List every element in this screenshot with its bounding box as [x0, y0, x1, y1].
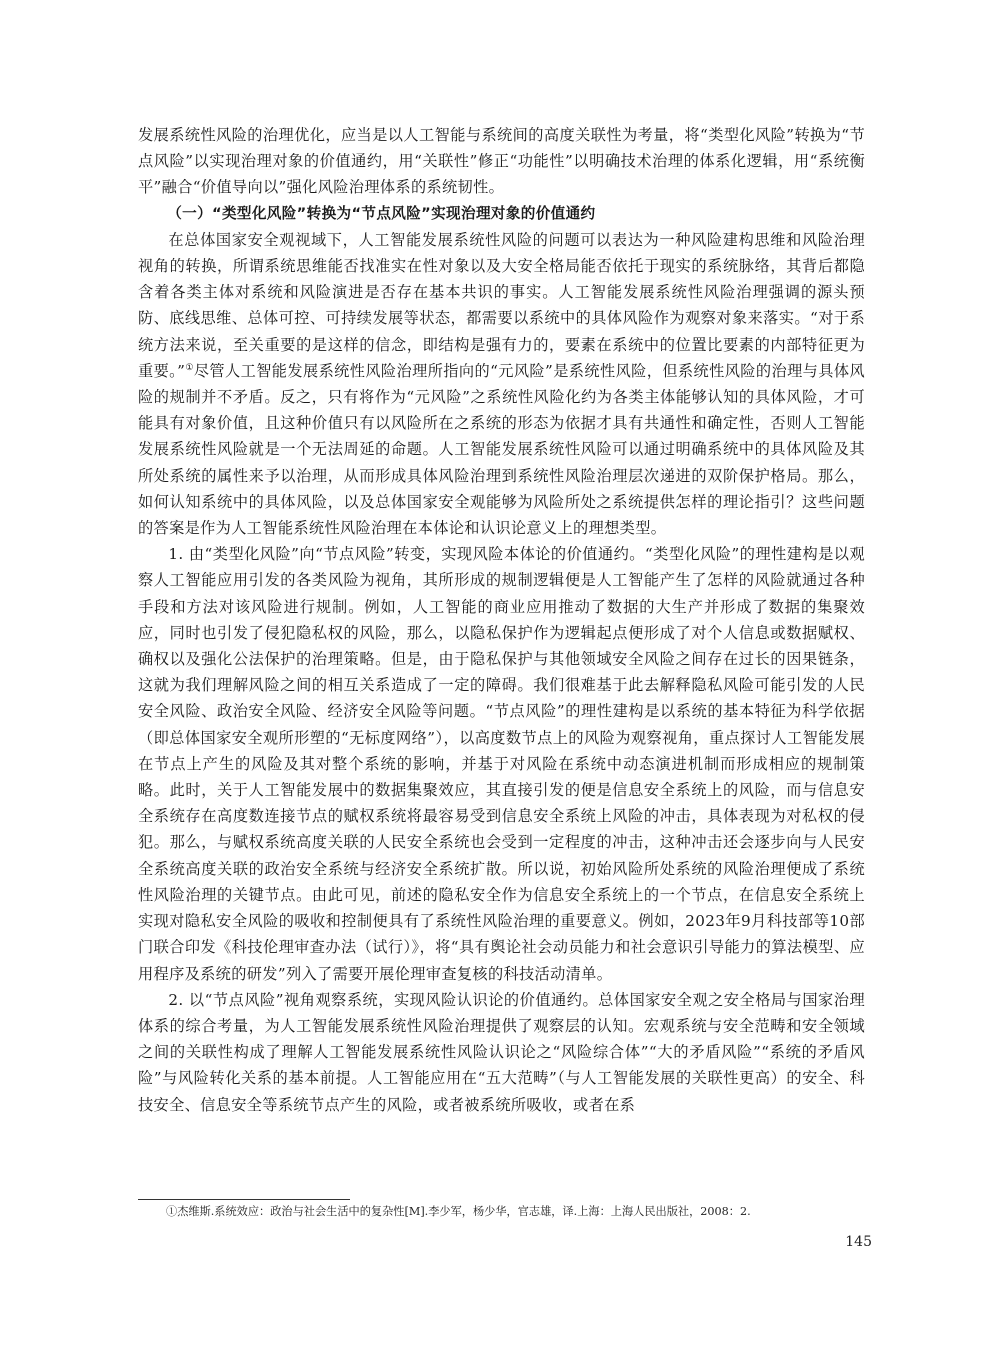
paragraph-point-1: 1. 由“类型化风险”向“节点风险”转变，实现风险本体论的价值通约。“类型化风险”的理性建构是以观察人工智能应用引发的各类风险为视角，其所形成的规制逻辑便是人工智能产生了怎样的风险就通过各种手段和方法对该风险进行规制。例如，人工智能的商业应用推动了数据的大生产并形成了数据的集聚效应，同时也引发了侵犯隐私权的风险，那么，以隐私保护作为逻辑起点便形成了对个人信息或数据赋权、确权以及强化公法保护的治理策略。但是，由于隐私保护与其他领域安全风险之间存在过长的因果链条，这就为我们理解风险之间的相互关系造成了一定的障碍。我们很难基于此去解释隐私风险可能引发的人民安全风险、政治安全风险、经济安全风险等问题。“节点风险”的理性建构是以系统的基本特征为科学依据（即总体国家安全观所形塑的“无标度网络”），以高度数节点上的风险为观察视角，重点探讨人工智能发展在节点上产生的风险及其对整个系统的影响，并基于对风险在系统中动态演进机制而形成相应的规制策略。此时，关于人工智能发展中的数据集聚效应，其直接引发的便是信息安全系统上的风险，而与信息安全系统存在高度数连接节点的赋权系统将最容易受到信息安全系统上风险的冲击，具体表现为对私权的侵犯。那么，与赋权系统高度关联的人民安全系统也会受到一定程度的冲击，这种冲击还会逐步向与人民安全系统高度关联的政治安全系统与经济安全系统扩散。所以说，初始风险所处系统的风险治理便成了系统性风险治理的关键节点。由此可见，前述的隐私安全作为信息安全系统上的一个节点，在信息安全系统上实现对隐私安全风险的吸收和控制便具有了系统性风险治理的重要意义。例如，2023年9月科技部等10部门联合印发《科技伦理审查办法（试行）》，将“具有舆论社会动员能力和社会意识引导能力的算法模型、应用程序及系统的研发”列入了需要开展伦理审查复核的科技活动清单。 [138, 545, 865, 983]
footnote: ①杰维斯.系统效应：政治与社会生活中的复杂性[M].李少军，杨少华，官志雄，译.上海：上海人民出版社，2008：2. [166, 1205, 751, 1218]
paragraph-point-2: 2. 以“节点风险”视角观察系统，实现风险认识论的价值通约。总体国家安全观之安全格局与国家治理体系的综合考量，为人工智能发展系统性风险治理提供了观察层的认知。宏观系统与安全范畴和安全领域之间的关联性构成了理解人工智能发展系统性风险认识论之“风险综合体”“大的矛盾风险”“系统的矛盾风险”与风险转化关系的基本前提。人工智能应用在“五大范畴”（与人工智能发展的关联性更高）的安全、科技安全、信息安全等系统节点产生的风险，或者被系统所吸收，或者在系 [138, 990, 865, 1114]
section-heading: （一）“类型化风险”转换为“节点风险”实现治理对象的价值通约 [167, 204, 596, 222]
footnote-marker: ① [185, 362, 194, 373]
paragraph-intro: 发展系统性风险的治理优化，应当是以人工智能与系统间的高度关联性为考量，将“类型化风险”转换为“节点风险”以实现治理对象的价值通约，用“关联性”修正“功能性”以明确技术治理的体系化逻辑，用“系统衡平”融合“价值导向以”强化风险治理体系的系统韧性。 [138, 126, 865, 197]
paragraph-context [138, 227, 865, 541]
paragraph-context-text: 在总体国家安全观视域下，人工智能发展系统性风险的问题可以表达为一种风险建构思维和风险治理视角的转换，所谓系统思维能否找准实在性对象以及大安全格局能否依托于现实的系统脉络，其背后都隐含着各类主体对系统和风险演进是否存在基本共识的事实。人工智能发展系统性风险治理强调的源头预防、底线思维、总体可控、可持续发展等状态，都需要以系统中的具体风险作为观察对象来落实。“对于系统方法来说，至关重要的是这样的信念，即结构是强有力的，要素在系统中的位置比要素的内部特征更为重要。” [138, 230, 865, 380]
paragraph-context-continuation: 尽管人工智能发展系统性风险治理所指向的“元风险”是系统性风险，但系统性风险的治理与具体风险的规制并不矛盾。反之，只有将作为“元风险”之系统性风险化约为各类主体能够认知的具体风险，才可能具有对象价值，且这种价值只有以风险所在之系统的形态为依据才具有共通性和确定性，否则人工智能发展系统性风险就是一个无法周延的命题。人工智能发展系统性风险可以通过明确系统中的具体风险及其所处系统的属性来予以治理，从而形成具体风险治理到系统性风险治理层次递进的双阶保护格局。那么，如何认知系统中的具体风险，以及总体国家安全观能够为风险所处之系统提供怎样的理论指引？这些问题的答案是作为人工智能系统性风险治理在本体论和认识论意义上的理想类型。 [138, 361, 865, 538]
footnote-divider [138, 1199, 350, 1200]
page-number: 145 [845, 1234, 872, 1250]
body-text [138, 122, 865, 1118]
